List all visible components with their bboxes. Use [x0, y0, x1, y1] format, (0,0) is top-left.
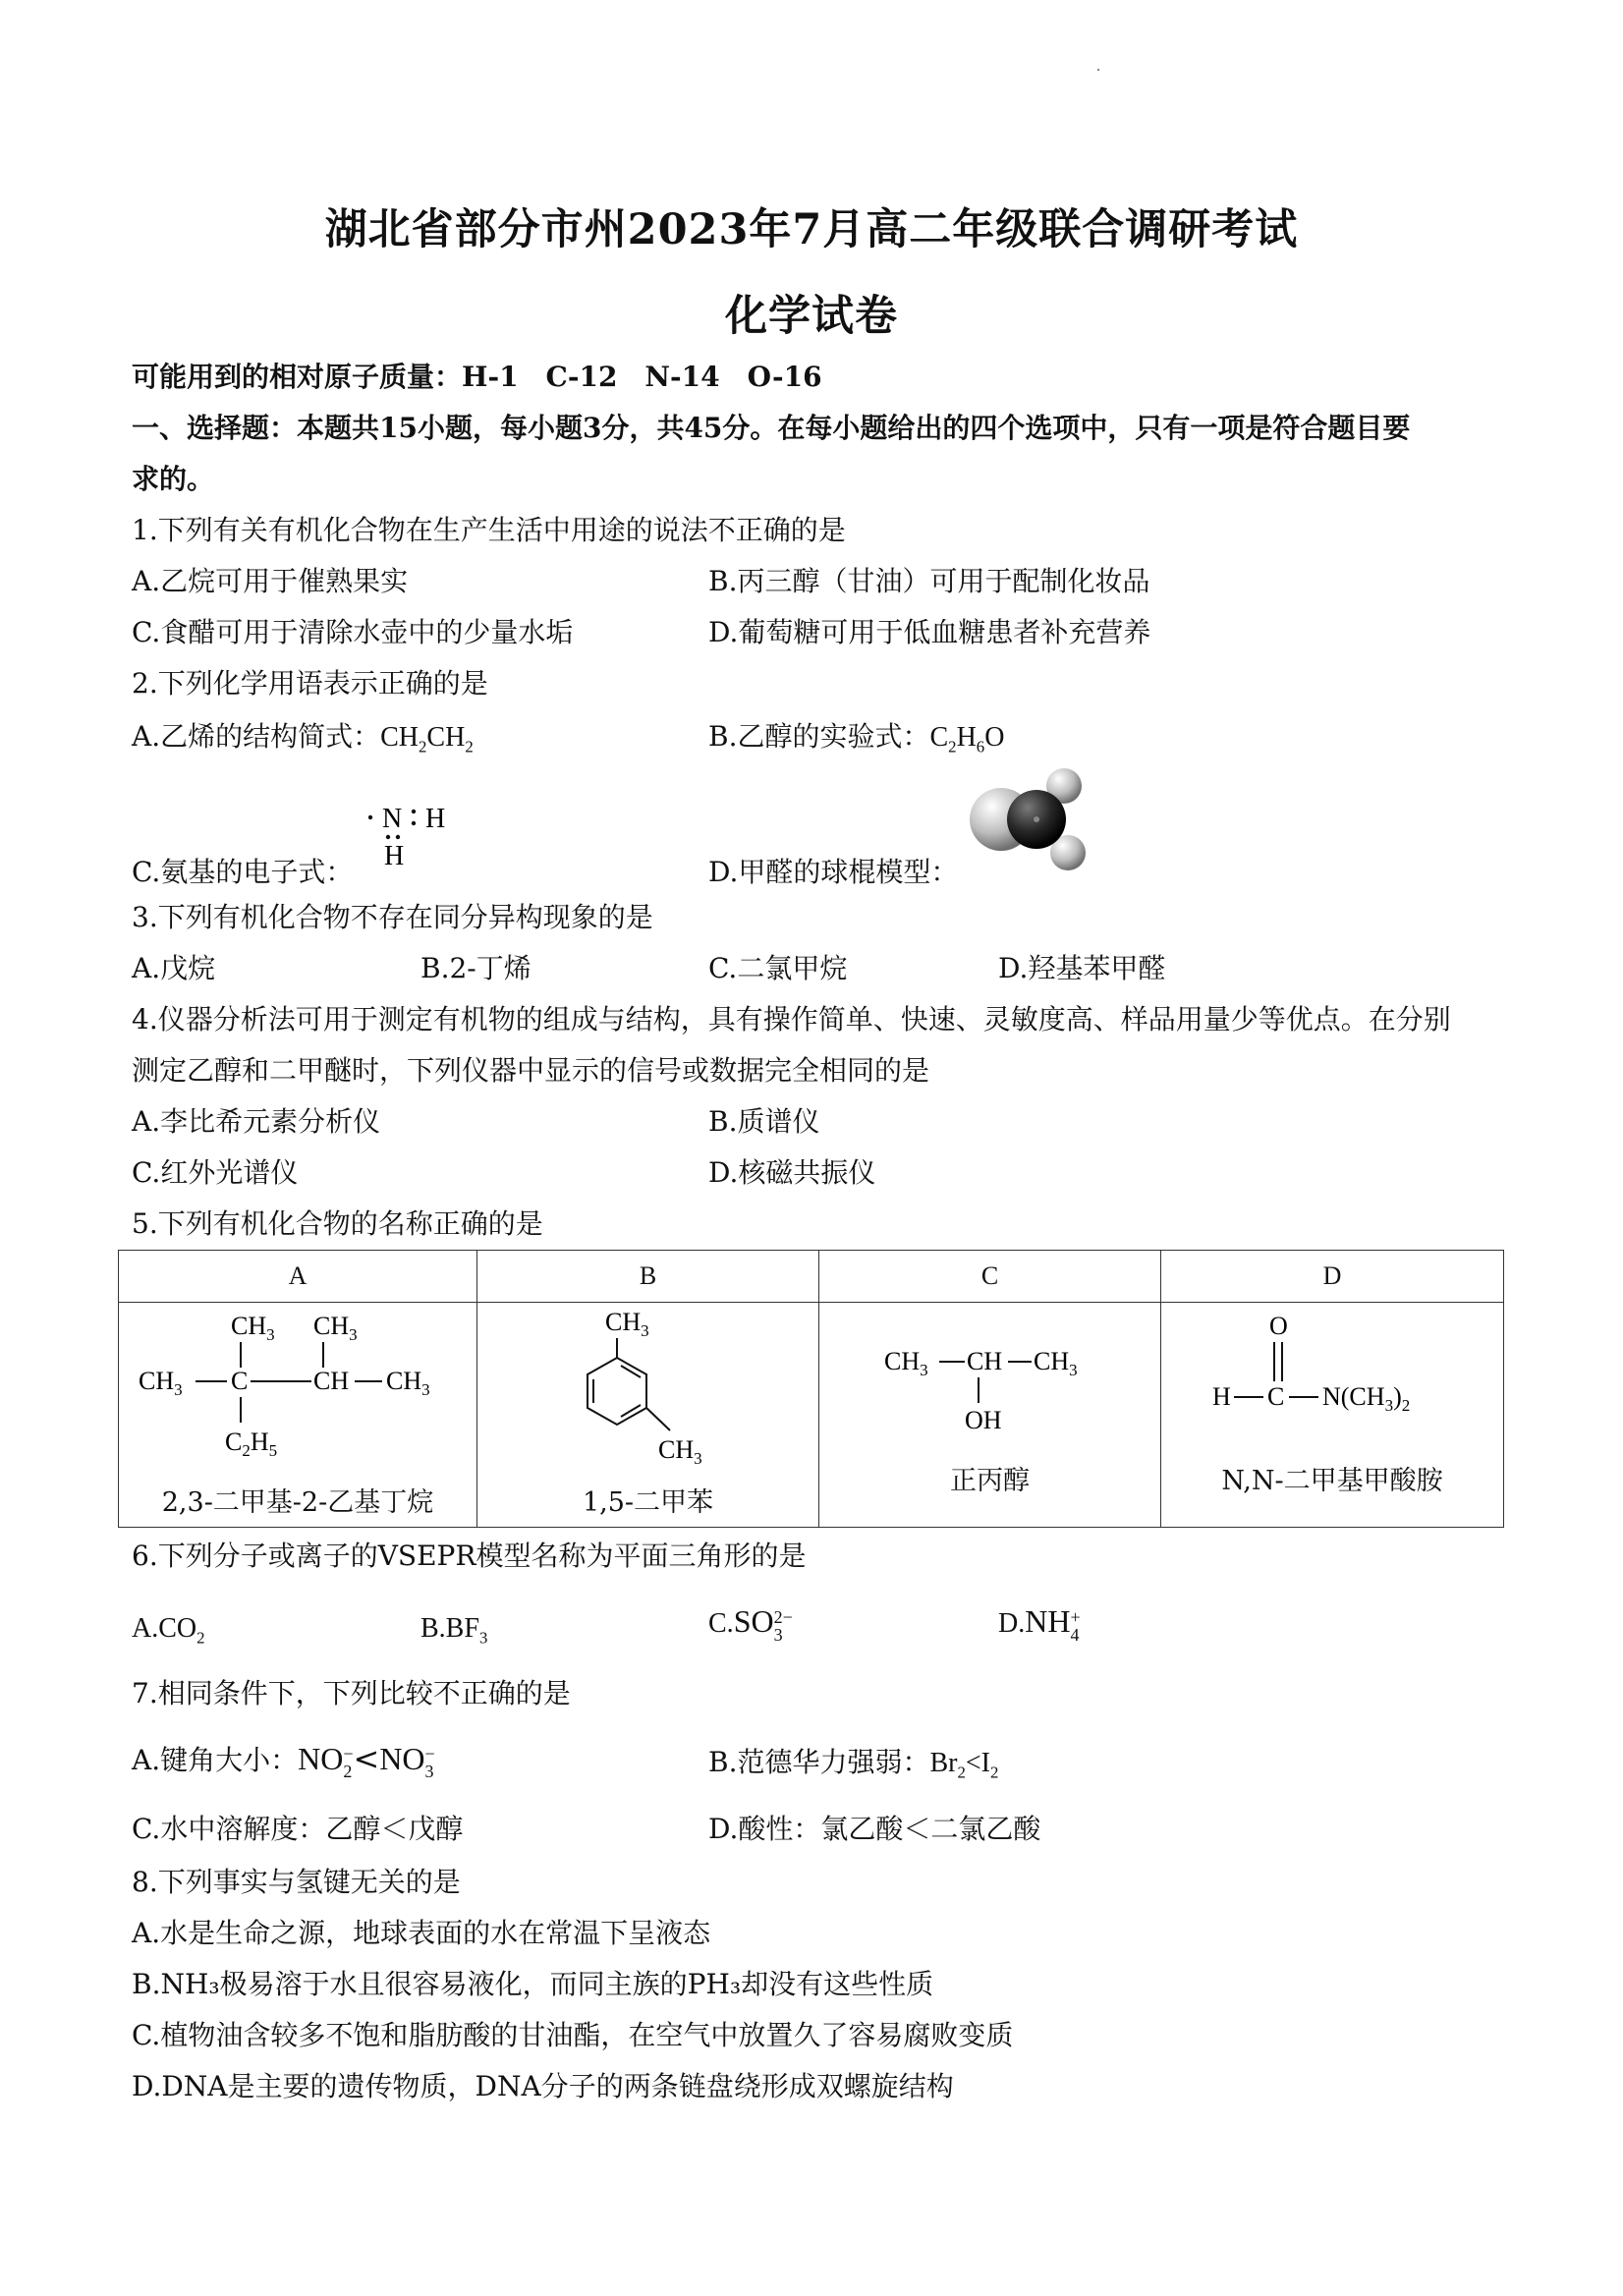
q1-option-c: C.食醋可用于清除水壶中的少量水垢	[132, 616, 574, 648]
q2-stem: 2.下列化学用语表示正确的是	[132, 667, 488, 700]
q5-cell-d	[1161, 1303, 1503, 1527]
q5-header-a: A	[119, 1251, 477, 1303]
q4-option-d: D.核磁共振仪	[708, 1156, 876, 1189]
q5-name-c: 正丙醇	[950, 1466, 1030, 1496]
svg-text:CH: CH	[313, 1367, 350, 1395]
q4-stem-1: 4.仪器分析法可用于测定有机物的组成与结构，具有操作简单、快速、灵敏度高、样品用量少等优点。在分别	[132, 1003, 1451, 1036]
q5-name-b: 1,5-二甲苯	[582, 1487, 714, 1518]
svg-text:CH3: $CH_3$	[605, 1308, 649, 1340]
q4-option-a: A.李比希元素分析仪	[132, 1105, 381, 1138]
atomic-mass-line: 可能用到的相对原子质量：H-1 C-12 N-14 O-16	[132, 361, 822, 393]
svg-text:CH: CH	[967, 1347, 1003, 1375]
section-heading-2: 求的。	[132, 463, 215, 495]
q7-option-a-label: A.键角大小：	[132, 1744, 299, 1776]
svg-text:CH3: $CH_3$	[313, 1312, 358, 1344]
q6-option-b: $B.BF_3$	[420, 1613, 488, 1648]
exam-subtitle: 化学试卷	[725, 292, 898, 341]
q3-option-b: B.2-丁烯	[420, 952, 532, 984]
q8-option-a: A.水是生命之源，地球表面的水在常温下呈液态	[132, 1917, 711, 1949]
q6-stem: 6.下列分子或离子的VSEPR模型名称为平面三角形的是	[132, 1540, 807, 1572]
q8-option-b: B.NH₃极易溶于水且很容易液化，而同主族的PH₃却没有这些性质	[132, 1968, 934, 2000]
structure-b	[477, 1303, 819, 1489]
q3-option-c: C.二氯甲烷	[708, 952, 848, 984]
q2-option-a-label: A.乙烯的结构简式：	[132, 720, 381, 753]
svg-text:CH3: $CH_3$	[386, 1367, 430, 1399]
q5-name-a: 2,3-二甲基-2-乙基丁烷	[161, 1487, 434, 1518]
q6-option-a-label: A.CO	[132, 1613, 197, 1644]
q7-option-a: A.键角大小：NO − 2 <NO − 3	[132, 1740, 435, 1781]
q6-option-b-label: B.BF	[420, 1613, 479, 1644]
formula-c2h6o: $C_2H_6O$	[929, 722, 1005, 756]
section-heading-1: 一、选择题：本题共15小题，每小题3分，共45分。在每小题给出的四个选项中，只有一项是符合题目要	[132, 412, 1411, 444]
q1-option-d: D.葡萄糖可用于低血糖患者补充营养	[708, 616, 1151, 648]
q6-option-c-label: C.	[708, 1608, 734, 1639]
q6-option-d-label: D.	[998, 1608, 1026, 1639]
svg-text:C: C	[1267, 1382, 1285, 1411]
formaldehyde-ball-stick-model	[968, 758, 1095, 890]
scan-dot	[1097, 69, 1099, 71]
svg-text:N(CH3)2: $N(CH_3)_2$	[1322, 1382, 1411, 1415]
q5-header-b: B	[477, 1251, 819, 1303]
q4-option-c: C.红外光谱仪	[132, 1156, 299, 1189]
q6-option-a: $A.CO_2$	[132, 1613, 205, 1648]
q2-option-c: C.氨基的电子式：	[132, 856, 354, 888]
q5-header-c: C	[819, 1251, 1161, 1303]
q2-option-b	[708, 717, 1004, 767]
svg-text:H: H	[425, 804, 446, 834]
q8-stem: 8.下列事实与氢键无关的是	[132, 1866, 461, 1898]
svg-text:H: H	[384, 841, 405, 871]
q5-cell-c	[819, 1303, 1160, 1527]
q5-name-d: N,N-二甲基甲酸胺	[1221, 1466, 1443, 1496]
q1-option-a: A.乙烷可用于催熟果实	[132, 565, 409, 597]
q3-option-d: D.羟基苯甲醛	[998, 952, 1166, 984]
formula-ch2ch2: $CH_2CH_2$	[380, 722, 474, 756]
svg-text:CH3: $CH_3$	[139, 1367, 183, 1399]
q5-header-d: D	[1161, 1251, 1504, 1303]
q3-stem: 3.下列有机化合物不存在同分异构现象的是	[132, 901, 653, 933]
structure-a	[119, 1303, 477, 1489]
q7-option-c: C.水中溶解度：乙醇＜戊醇	[132, 1813, 464, 1845]
q6-option-c: C.SO 2− 3	[708, 1603, 793, 1645]
q4-option-b: B.质谱仪	[708, 1105, 820, 1138]
q7-option-d: D.酸性：氯乙酸＜二氯乙酸	[708, 1813, 1041, 1845]
q5-table	[118, 1250, 1504, 1528]
svg-text:O: O	[1269, 1312, 1288, 1340]
q5-cell-b	[477, 1303, 818, 1527]
q2-option-b-label: B.乙醇的实验式：	[708, 720, 930, 753]
q2-option-d: D.甲醛的球棍模型：	[708, 856, 959, 888]
q7-option-b: B.范德华力强弱：$Br_2<I_2$	[708, 1746, 999, 1782]
q2-option-a	[132, 717, 474, 767]
svg-text:CH3: $CH_3$	[231, 1312, 275, 1344]
svg-text:CH3: $CH_3$	[1034, 1347, 1078, 1379]
svg-text:H: H	[1212, 1382, 1231, 1411]
svg-text:CH3: $CH_3$	[884, 1347, 928, 1379]
q5-stem: 5.下列有机化合物的名称正确的是	[132, 1207, 543, 1240]
exam-title: 湖北省部分市州2023年7月高二年级联合调研考试	[324, 205, 1299, 254]
amino-electron-formula	[368, 800, 486, 886]
q8-option-c: C.植物油含较多不饱和脂肪酸的甘油酯，在空气中放置久了容易腐败变质	[132, 2019, 1014, 2051]
q6-option-d: D.NH + 4	[998, 1603, 1081, 1645]
q4-stem-2: 测定乙醇和二甲醚时，下列仪器中显示的信号或数据完全相同的是	[132, 1054, 930, 1087]
svg-text:C2H5: $C_2H_5$	[225, 1428, 278, 1460]
svg-text:OH: OH	[965, 1406, 1002, 1434]
q1-option-b: B.丙三醇（甘油）可用于配制化妆品	[708, 565, 1150, 597]
svg-text:N: N	[382, 804, 403, 834]
q5-cell-a	[119, 1303, 476, 1527]
svg-text:C: C	[231, 1367, 249, 1395]
q8-option-d: D.DNA是主要的遗传物质，DNA分子的两条链盘绕形成双螺旋结构	[132, 2070, 954, 2102]
q7-option-b-label: B.范德华力强弱：	[708, 1746, 930, 1778]
q3-option-a: A.戊烷	[132, 952, 216, 984]
svg-text:CH3: $CH_3$	[658, 1435, 702, 1468]
q1-stem: 1.下列有关有机化合物在生产生活中用途的说法不正确的是	[132, 514, 846, 546]
q7-stem: 7.相同条件下，下列比较不正确的是	[132, 1677, 571, 1709]
